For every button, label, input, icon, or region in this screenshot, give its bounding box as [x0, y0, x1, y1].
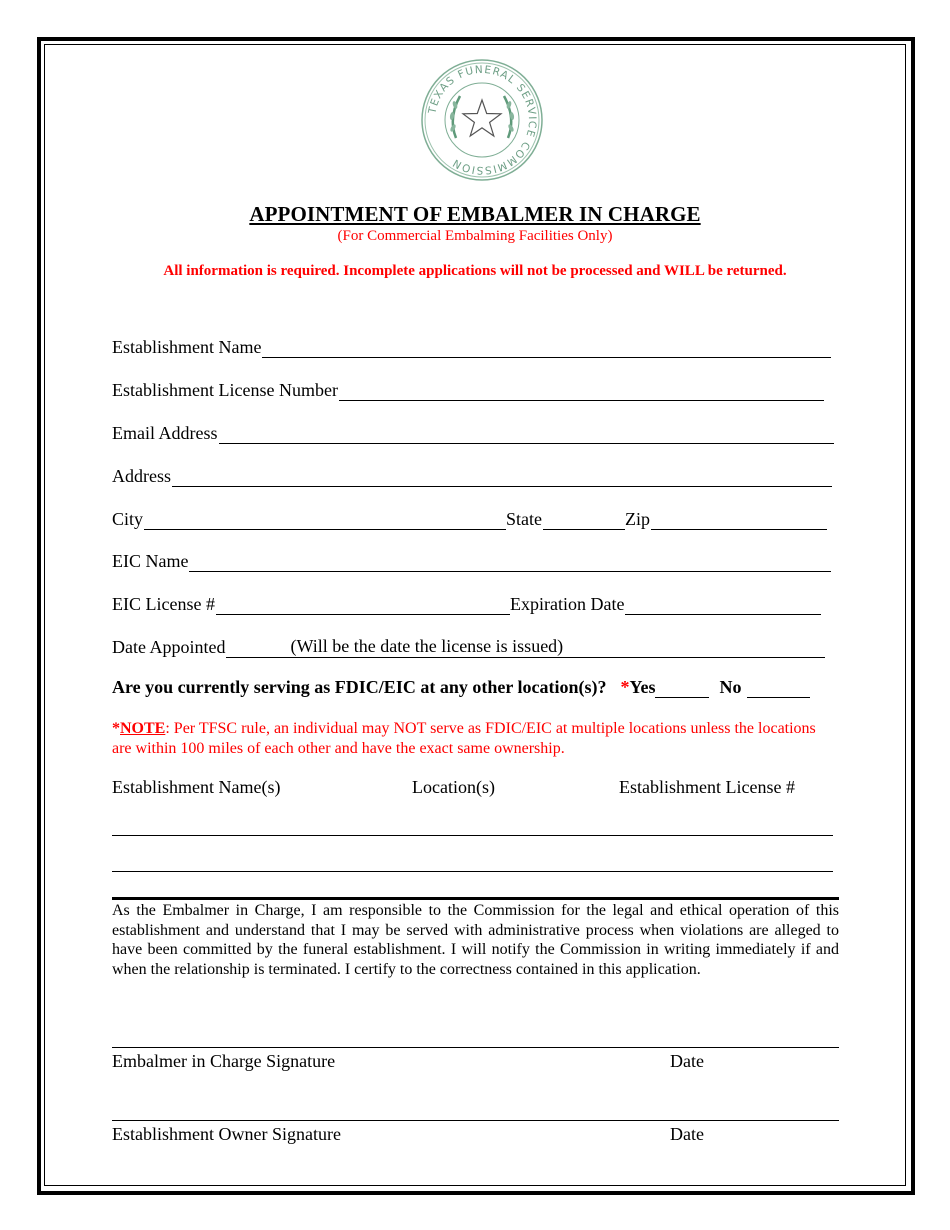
tfsc-seal-logo: [420, 58, 544, 182]
state-label: State: [506, 509, 543, 529]
establishment-license-row: [112, 377, 824, 401]
zip-label: Zip: [625, 509, 651, 529]
other-location-question: [112, 677, 836, 698]
yes-label: Yes: [629, 677, 656, 697]
zip-field[interactable]: [651, 511, 827, 530]
col-locations: Location(s): [412, 777, 495, 797]
expiration-date-field[interactable]: [625, 596, 821, 615]
eic-name-label: EIC Name: [112, 551, 189, 571]
city-field[interactable]: [144, 511, 506, 530]
establishment-license-field[interactable]: [339, 382, 824, 401]
eic-license-label: EIC License #: [112, 594, 215, 614]
date-appointed-hint: (Will be the date the license is issued): [290, 636, 564, 656]
owner-signature-date-label: Date: [670, 1124, 704, 1144]
email-address-row: [112, 420, 834, 444]
date-appointed-label: Date Appointed: [112, 637, 226, 657]
city-label: City: [112, 509, 144, 529]
eic-signature-date-label: Date: [670, 1051, 704, 1071]
address-label: Address: [112, 466, 171, 486]
no-label: No: [719, 677, 742, 697]
date-appointed-row: [112, 634, 825, 658]
col-establishment-names: Establishment Name(s): [112, 777, 281, 797]
note-tag: NOTE: [120, 720, 166, 737]
form-subtitle: (For Commercial Embalming Facilities Only): [337, 228, 613, 244]
section-divider: [112, 897, 839, 900]
yes-required-marker: *: [620, 677, 630, 697]
establishment-name-field[interactable]: [262, 339, 831, 358]
eic-signature-label: Embalmer in Charge Signature: [112, 1051, 336, 1071]
note-star: *: [112, 720, 120, 737]
establishment-name-row: [112, 334, 831, 358]
required-notice: All information is required. Incomplete applications will not be processed and WILL be returned.: [163, 263, 787, 279]
eic-name-field[interactable]: [189, 553, 831, 572]
state-field[interactable]: [543, 511, 625, 530]
eic-signature-line[interactable]: [112, 1047, 839, 1048]
email-address-field[interactable]: [219, 425, 834, 444]
owner-signature-line[interactable]: [112, 1120, 839, 1121]
owner-signature-label: Establishment Owner Signature: [112, 1124, 341, 1144]
eic-license-field[interactable]: [216, 596, 510, 615]
note-paragraph: [112, 719, 832, 759]
certification-statement: As the Embalmer in Charge, I am responsible to the Commission for the legal and ethical operation of this establishment and understand that I may be served with administrative process when violations are alleged to have been committed by the funeral establishment. I will notify the Commission in writing immediately if and when the relationship is terminated. I certify to the correctness contained in this application.: [112, 902, 839, 978]
col-establishment-license: Establishment License #: [619, 777, 795, 797]
expiration-date-label: Expiration Date: [509, 594, 625, 614]
date-appointed-field[interactable]: [226, 637, 825, 658]
establishment-license-label: Establishment License Number: [112, 380, 338, 400]
svg-text:TEXAS FUNERAL SERVICE COMMISSI: TEXAS FUNERAL SERVICE COMMISSION: [426, 63, 539, 177]
note-text: : Per TFSC rule, an individual may NOT serve as FDIC/EIC at multiple locations unless the locations are within 100 miles of each other and have the exact same ownership.: [112, 720, 816, 757]
establishment-name-label: Establishment Name: [112, 337, 262, 357]
eic-license-row: [112, 591, 821, 615]
form-title: APPOINTMENT OF EMBALMER IN CHARGE: [249, 202, 701, 226]
eic-name-row: [112, 548, 831, 572]
email-address-label: Email Address: [112, 423, 218, 443]
question-text: Are you currently serving as FDIC/EIC at any other location(s)?: [112, 677, 607, 697]
address-row: [112, 463, 832, 487]
no-field[interactable]: [747, 681, 810, 698]
address-field[interactable]: [172, 468, 832, 487]
other-location-line-1[interactable]: [112, 835, 833, 836]
yes-field[interactable]: [655, 681, 709, 698]
other-location-line-2[interactable]: [112, 871, 833, 872]
city-state-zip-row: [112, 506, 827, 530]
